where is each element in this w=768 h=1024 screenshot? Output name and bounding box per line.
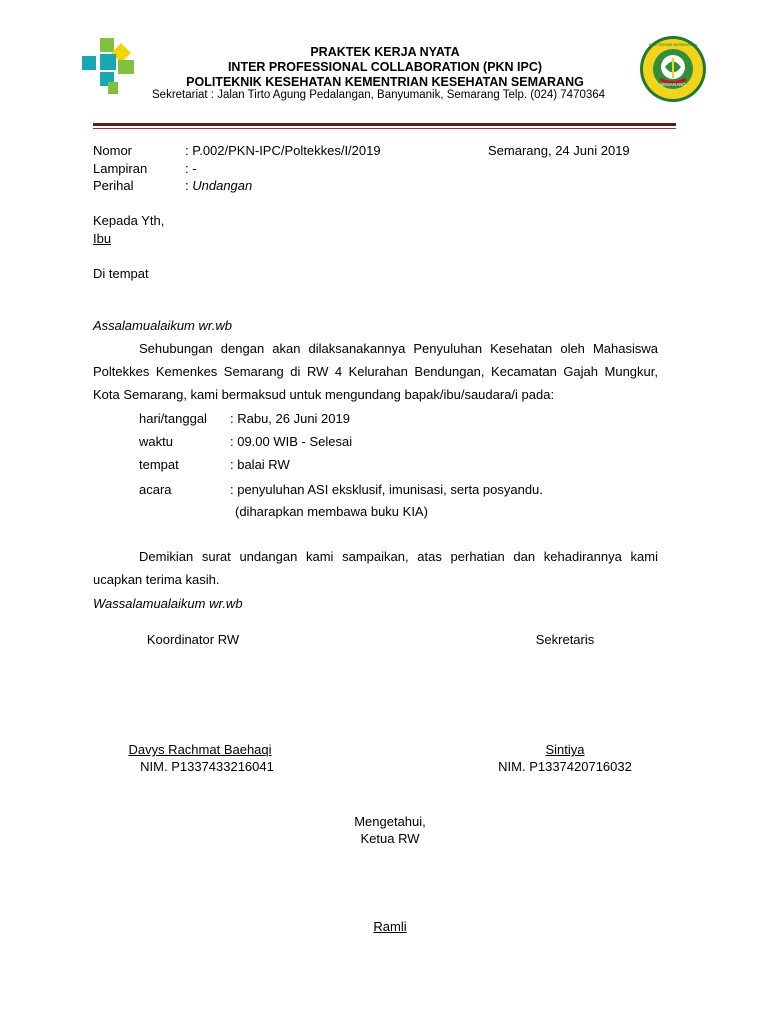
left-signer-name: Davys Rachmat Baehaqi [128, 742, 272, 757]
detail-label-date: hari/tanggal [139, 411, 207, 426]
header-line-3: POLITEKNIK KESEHATAN KEMENTRIAN KESEHATAN SEMARANG [186, 75, 584, 89]
paragraph-1: Sehubungan dengan akan dilaksanakannya Penyuluhan Kesehatan oleh Mahasiswa Poltekkes Kemenkes Semarang di RW 4 Kelurahan Bendungan, Kecamatan Gajah Mungkur, Kota Semarang, kami bermaksud untuk mengundang bapak/ibu/saudara/i pada: [93, 341, 658, 402]
svg-text:POLITEKNIK KESEHATAN: POLITEKNIK KESEHATAN [648, 42, 698, 47]
detail-value-date: : Rabu, 26 Juni 2019 [230, 411, 350, 426]
acknowledge-role: Ketua RW [360, 831, 420, 846]
paragraph-2: Demikian surat undangan kami sampaikan, atas perhatian dan kehadirannya kami ucapkan terima kasih. [93, 549, 658, 587]
header-divider-thin [93, 128, 676, 129]
right-signer-nim: NIM. P1337420716032 [498, 759, 632, 774]
recipient-line-3: Di tempat [93, 266, 149, 281]
detail-value-place: : balai RW [230, 457, 290, 472]
left-signer-nim: NIM. P1337433216041 [140, 759, 274, 774]
closing: Wassalamualaikum wr.wb [93, 596, 243, 611]
svg-text:SEMARANG: SEMARANG [660, 82, 686, 87]
nomor-value: : P.002/PKN-IPC/Poltekkes/I/2019 [185, 143, 381, 158]
letter-date: Semarang, 24 Juni 2019 [488, 143, 630, 158]
left-signer-role: Koordinator RW [146, 632, 240, 647]
header-address: Sekretariat : Jalan Tirto Agung Pedalangan, Banyumanik, Semarang Telp. (024) 7470364 [152, 89, 606, 101]
detail-label-event: acara [139, 482, 172, 497]
lampiran-label: Lampiran [93, 161, 148, 176]
lampiran-value: : - [185, 161, 197, 176]
detail-value-time: : 09.00 WIB - Selesai [230, 434, 353, 449]
header-divider-thick [93, 123, 676, 126]
header-line-2: INTER PROFESSIONAL COLLABORATION (PKN IPC) [227, 60, 543, 74]
header-line-1: PRAKTEK KERJA NYATA [310, 45, 460, 59]
acknowledge-name: Ramli [373, 919, 407, 934]
perihal-value: : Undangan [185, 178, 253, 193]
detail-value-event: : penyuluhan ASI eksklusif, imunisasi, serta posyandu. [230, 482, 543, 497]
right-signer-role: Sekretaris [535, 632, 595, 647]
detail-label-time: waktu [139, 434, 173, 449]
detail-note: (diharapkan membawa buku KIA) [235, 504, 428, 519]
right-signer-name: Sintiya [545, 742, 585, 757]
acknowledge-label: Mengetahui, [354, 814, 426, 829]
perihal-label: Perihal [93, 178, 134, 193]
nomor-label: Nomor [93, 143, 133, 158]
detail-label-place: tempat [139, 457, 179, 472]
greeting: Assalamualaikum wr.wb [93, 318, 232, 333]
recipient-line-2: Ibu [93, 231, 112, 246]
recipient-line-1: Kepada Yth, [93, 213, 165, 228]
